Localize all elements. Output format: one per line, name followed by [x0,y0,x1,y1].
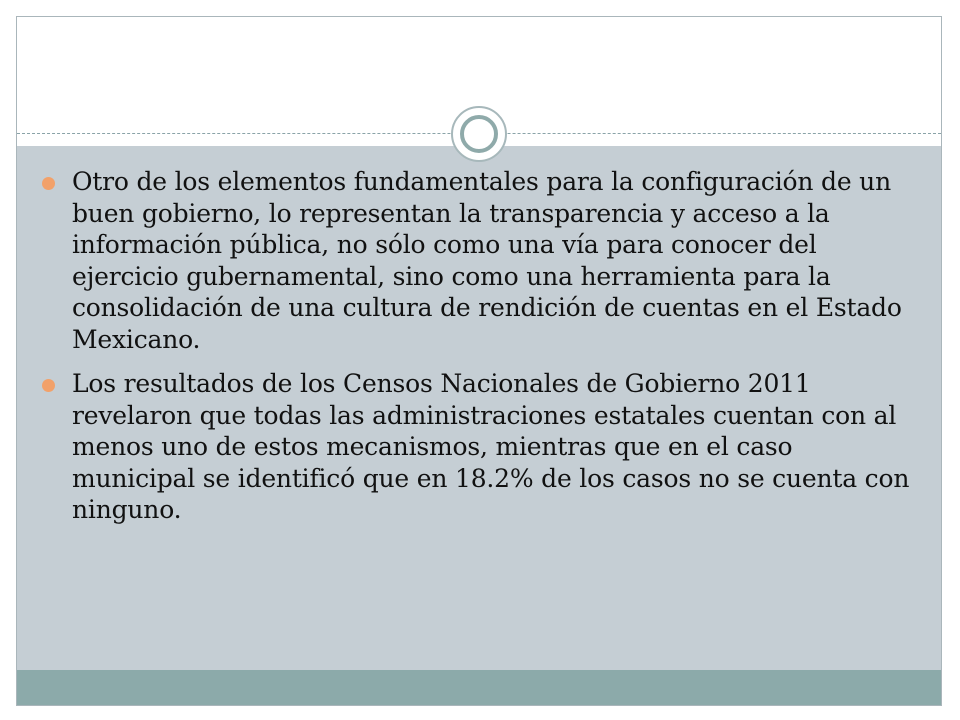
bullet-text-1: Otro de los elementos fundamentales para la configuración de un buen gobierno, lo representan la transparencia y acceso a la información pública, no sólo como una vía para conocer del ejercicio gubernamental, sino como una herramienta para la consolidación de una cultura de rendición de cuentas en el Estado Mexicano. [72,167,902,354]
bullet-list [40,166,920,539]
bullet-item-2 [40,368,920,526]
bullet-item-1 [40,166,920,355]
footer-band [17,670,941,705]
bullet-dot-icon [42,379,55,392]
bullet-dot-icon [42,177,55,190]
ring-ornament-icon [451,106,507,162]
bullet-text-2: Los resultados de los Censos Nacionales de Gobierno 2011 revelaron que todas las administraciones estatales cuentan con al menos uno de estos mecanismos, mientras que en el caso municipal se identificó que en 18.2% de los casos no se cuenta con ninguno. [72,369,910,524]
ring-inner-icon [460,115,498,153]
